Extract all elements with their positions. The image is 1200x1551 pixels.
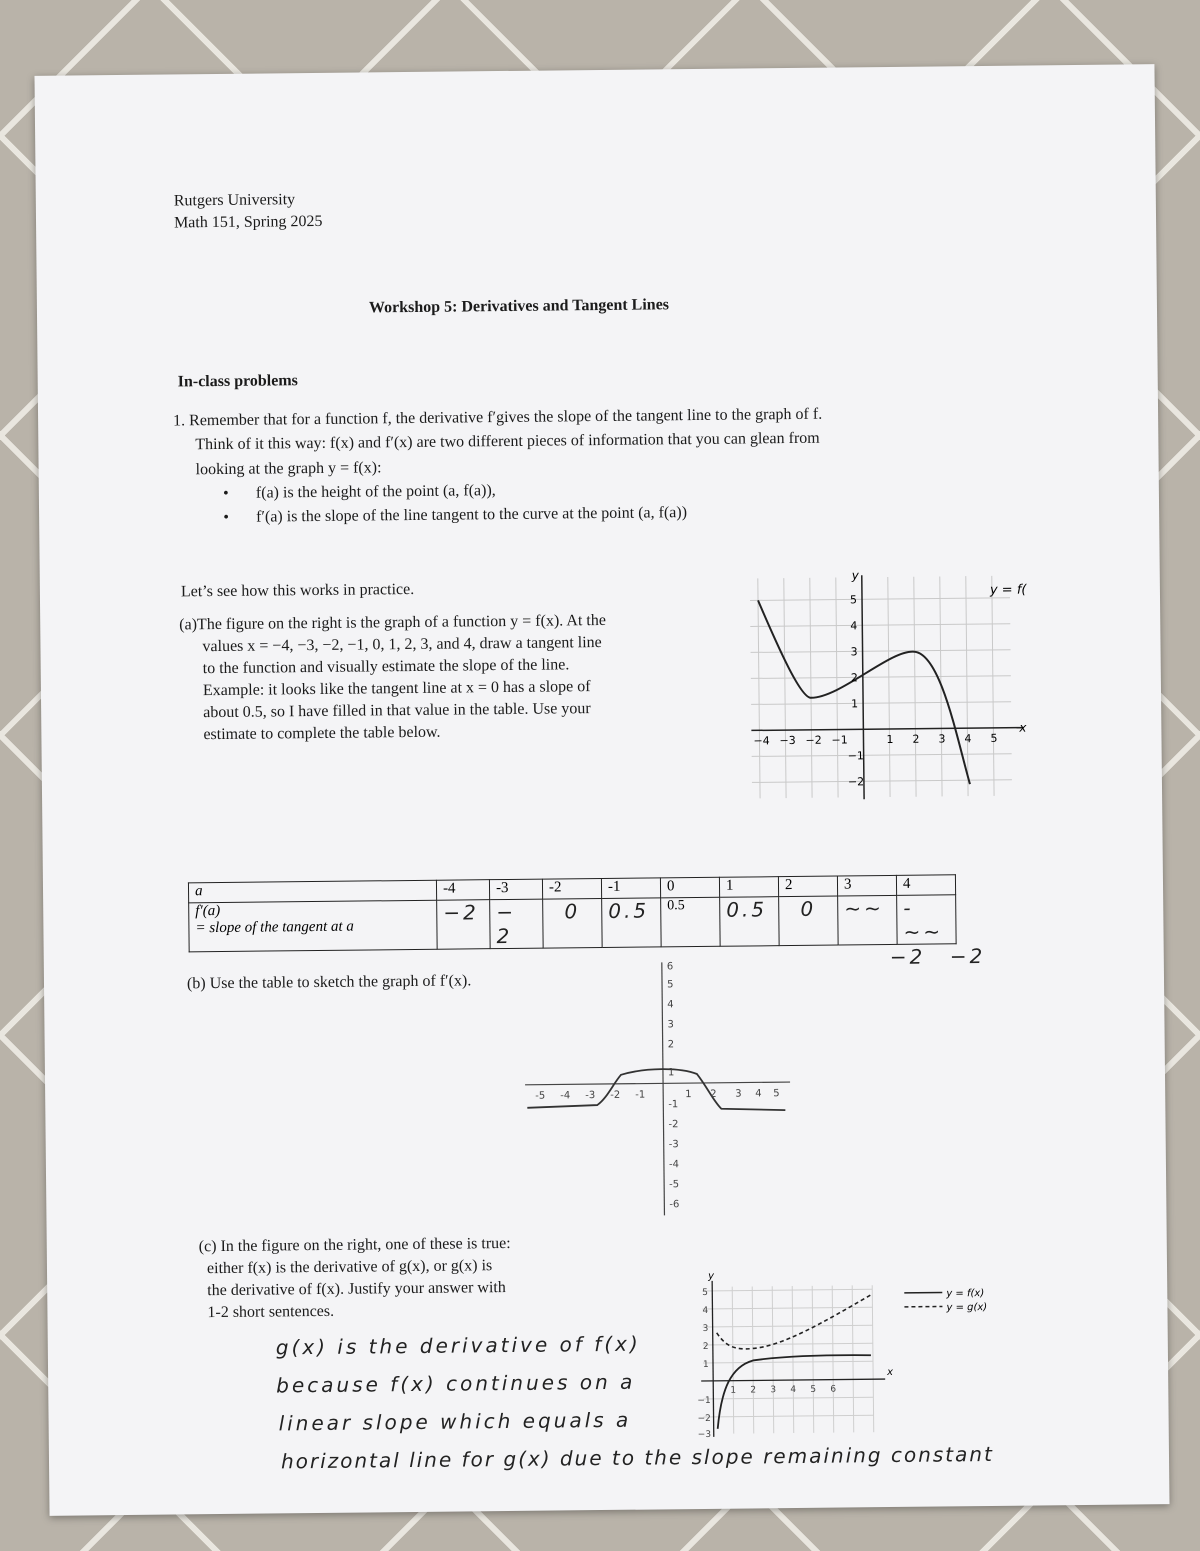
part-a-line4: Example: it looks like the tangent line at x = 0 has a slope of: [202, 678, 591, 700]
fg-x-axis-label: x: [887, 1366, 894, 1379]
practice-intro: Let’s see how this works in practice.: [180, 580, 415, 601]
table-cell: -3: [489, 879, 542, 900]
fg-y-axis-label: y: [708, 1270, 715, 1282]
part-a-line5: about 0.5, so I have filled in that value in the table. Use your: [203, 700, 591, 722]
tick-label: 2: [702, 1341, 709, 1352]
tick-label: 2: [850, 671, 858, 685]
tick-label: −1: [831, 733, 848, 747]
sketch-y-ticks: [667, 961, 680, 1210]
answer-line2: because f(x) continues on a: [276, 1369, 636, 1398]
part-c-line2: either f(x) is the derivative of g(x), or g(x) is: [206, 1257, 493, 1278]
tick-label: 4: [755, 1088, 762, 1100]
table-cell: 3: [837, 875, 896, 896]
printed-slope: 0.5: [661, 897, 721, 947]
handwritten-slope: −2: [437, 900, 491, 950]
derivative-sketch: [514, 956, 817, 1224]
sketch-y-axis: [662, 962, 665, 1215]
slope-label-line2: = slope of the tangent at a: [195, 918, 354, 937]
part-b-prompt: (b) Use the table to sketch the graph of f′(x).: [186, 972, 472, 993]
tick-label: −2: [805, 733, 822, 747]
scribbled-slope: ~~: [838, 895, 898, 945]
tick-label: 4: [964, 732, 972, 746]
tick-label: 5: [702, 1287, 709, 1298]
tick-label: 2: [667, 1039, 675, 1051]
x-tick-labels: [753, 732, 997, 748]
tick-label: -4: [668, 1159, 679, 1171]
tick-label: 4: [702, 1305, 709, 1316]
handwritten-slope: 0: [543, 899, 603, 949]
tick-label: -2: [668, 1119, 679, 1131]
tick-label: -3: [668, 1139, 679, 1151]
tick-label: 5: [666, 979, 674, 991]
tick-label: -1: [668, 1099, 679, 1111]
tick-label: 6: [666, 961, 674, 973]
part-c-line3: the derivative of f(x). Justify your answer with: [207, 1279, 506, 1300]
tick-label: −4: [753, 734, 770, 748]
part-a-line1: (a)The figure on the right is the graph of a function y = f(x). At the: [179, 611, 606, 634]
answer-line4: horizontal line for g(x) due to the slope remaining constant: [280, 1441, 994, 1474]
part-a-line6: estimate to complete the table below.: [203, 723, 441, 744]
x-axis-label: x: [1019, 720, 1027, 735]
table-cell: -2: [542, 879, 601, 900]
sketch-x-ticks: [535, 1088, 779, 1102]
tick-label: −2: [697, 1413, 711, 1425]
tick-label: −3: [779, 733, 796, 748]
legend-solid-label: y = f(x): [946, 1288, 985, 1300]
legend-dashed-label: y = g(x): [946, 1301, 988, 1314]
bullet2-text: f′(a) is the slope of the line tangent to the curve at the point (a, f(a)): [256, 504, 688, 526]
tick-label: −1: [847, 749, 864, 763]
tick-label: −1: [697, 1395, 711, 1407]
tick-label: 2: [750, 1385, 757, 1396]
curve-label: y = f(: [989, 582, 1027, 598]
tick-label: 1: [730, 1385, 737, 1396]
handwritten-slope: 0.5: [602, 898, 662, 948]
tick-label: 1: [886, 732, 894, 747]
tick-label: 2: [710, 1088, 717, 1100]
table-cell: 1: [719, 877, 778, 898]
page-title: Workshop 5: Derivatives and Tangent Lines: [368, 296, 670, 317]
handwritten-slope: 0.5: [720, 897, 780, 947]
table-cell: 0: [660, 877, 719, 898]
fg-y-ticks: [696, 1288, 711, 1440]
part-c-line4: 1-2 short sentences.: [207, 1302, 335, 1322]
tick-label: -2: [610, 1089, 621, 1101]
university-name: Rutgers University: [173, 191, 296, 210]
y-axis-label: y: [851, 568, 859, 583]
handwritten-slope: − 2: [490, 899, 544, 949]
tick-label: 3: [735, 1088, 742, 1100]
tick-label: 5: [849, 593, 858, 607]
answer-line3: linear slope which equals a: [278, 1407, 632, 1436]
answer-line1: g(x) is the derivative of f(x): [275, 1331, 641, 1360]
course-name: Math 151, Spring 2025: [173, 212, 323, 232]
bullet-dot: •: [222, 484, 229, 502]
tick-label: 1: [851, 697, 859, 711]
tick-label: 3: [770, 1385, 777, 1396]
table-row: [189, 895, 956, 952]
bullet-item: [196, 502, 687, 529]
problem1-line2: Think of it this way: f(x) and f′(x) are two different pieces of information that you can glean from: [195, 429, 820, 454]
y-tick-labels: [846, 593, 864, 788]
tick-label: 2: [912, 732, 920, 746]
tick-label: 5: [990, 731, 998, 745]
tick-label: 6: [830, 1384, 837, 1395]
tick-label: -5: [669, 1179, 680, 1191]
tick-label: -4: [560, 1090, 571, 1102]
tick-label: 1: [685, 1089, 692, 1101]
table-cell: 2: [778, 876, 837, 897]
tick-label: 4: [850, 619, 858, 633]
tick-label: 1: [702, 1359, 709, 1370]
bullet1-text: f(a) is the height of the point (a, f(a)),: [255, 482, 496, 502]
sketch-x-axis: [525, 1082, 790, 1085]
table-cell: -1: [601, 878, 660, 899]
tick-label: 5: [773, 1088, 780, 1100]
tick-label: 3: [667, 1019, 674, 1031]
fg-y-axis: [712, 1281, 714, 1437]
part-c-line1: (c) In the figure on the right, one of these is true:: [198, 1234, 511, 1256]
tick-label: 3: [938, 732, 946, 746]
tick-label: 5: [810, 1384, 817, 1395]
bullet-item: [196, 480, 496, 505]
correction-4: −2: [949, 943, 986, 969]
tick-label: -5: [535, 1090, 546, 1102]
correction-3: −2: [889, 944, 926, 969]
tick-label: -1: [635, 1089, 646, 1101]
problem1-line1: 1. Remember that for a function f, the derivative f′gives the slope of the tangent line to the graph of f.: [173, 405, 823, 430]
problem1-line3: looking at the graph y = f(x):: [195, 459, 382, 479]
tick-label: 4: [790, 1385, 797, 1396]
table-header-a: a: [188, 880, 436, 903]
graph-fg: [672, 1266, 1004, 1444]
tick-label: 3: [702, 1323, 709, 1334]
part-a-line2: values x = −4, −3, −2, −1, 0, 1, 2, 3, and 4, draw a tangent line: [202, 633, 602, 656]
tick-label: −3: [697, 1429, 712, 1441]
slope-label-line1: f′(a): [195, 903, 221, 920]
section-heading: In-class problems: [177, 372, 298, 391]
tick-label: -3: [585, 1090, 596, 1102]
bullet-dot: •: [223, 508, 230, 526]
tick-label: 3: [850, 645, 858, 659]
g-curve-dashed: [716, 1295, 871, 1349]
tick-label: 4: [667, 999, 674, 1011]
part-a-line3: to the function and visually estimate the slope of the line.: [202, 656, 570, 678]
slope-table: [188, 874, 957, 952]
tick-label: 1: [667, 1067, 675, 1079]
fg-x-ticks: [730, 1385, 836, 1396]
tick-label: -6: [669, 1199, 680, 1211]
table-header-slope: [189, 900, 437, 952]
graph-grid: [750, 576, 1012, 799]
tick-label: −2: [847, 775, 865, 789]
graph-f: [740, 565, 1062, 808]
scribbled-slope: -~~: [897, 895, 957, 945]
y-axis: [862, 575, 864, 799]
x-axis: [751, 728, 1023, 731]
handwritten-slope: 0: [779, 896, 839, 946]
table-cell: -4: [436, 880, 489, 901]
fg-grid: [702, 1285, 874, 1434]
worksheet-paper: [34, 64, 1169, 1516]
table-cell: 4: [896, 875, 955, 896]
